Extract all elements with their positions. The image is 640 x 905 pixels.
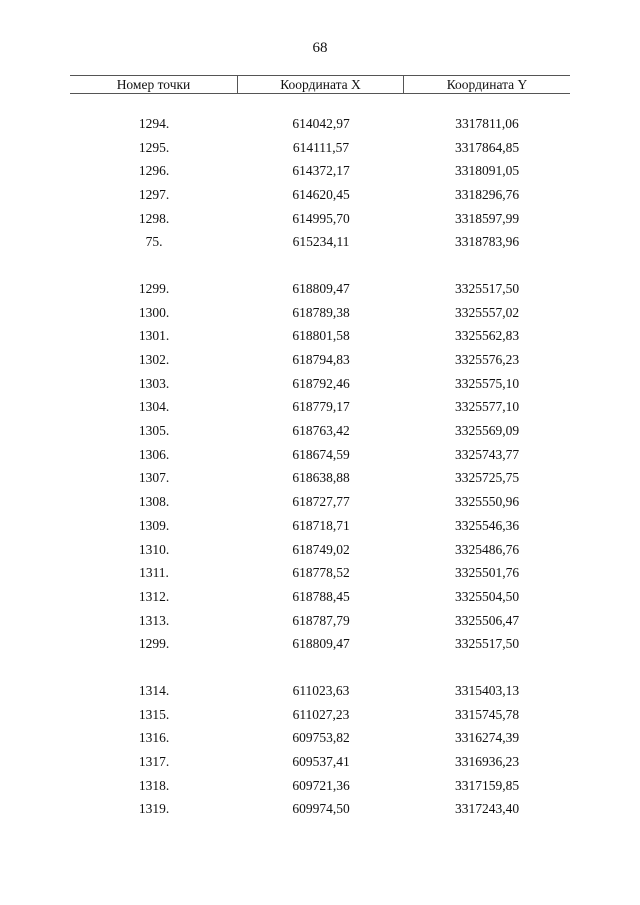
cell-point-number: 1312.	[138, 588, 170, 604]
cell-coordinate-x: 618788,45	[292, 588, 350, 604]
table-row	[70, 774, 570, 798]
cell-coordinate-y: 3325486,76	[454, 541, 520, 557]
cell-coordinate-y: 3325575,10	[454, 375, 520, 391]
cell-point-number: 1318.	[138, 777, 170, 793]
cell-coordinate-x: 618809,47	[292, 636, 350, 652]
table-row	[70, 419, 570, 443]
cell-coordinate-y: 3325517,50	[454, 280, 520, 296]
table-row	[70, 372, 570, 396]
cell-point-number: 1302.	[138, 352, 170, 368]
cell-coordinate-y: 3317864,85	[454, 139, 520, 155]
table-header	[70, 75, 570, 94]
table-body	[70, 112, 570, 821]
cell-coordinate-y: 3325577,10	[454, 399, 520, 415]
table-row	[70, 183, 570, 207]
cell-point-number: 1309.	[138, 517, 170, 533]
cell-coordinate-y: 3325517,50	[454, 636, 520, 652]
cell-point-number: 1308.	[138, 494, 170, 510]
table-row	[70, 609, 570, 633]
cell-coordinate-x: 615234,11	[292, 234, 350, 250]
cell-point-number: 1300.	[138, 304, 170, 320]
cell-coordinate-x: 618778,52	[292, 565, 350, 581]
cell-coordinate-y: 3325501,76	[454, 565, 520, 581]
cell-coordinate-x: 618749,02	[292, 541, 350, 557]
cell-coordinate-x: 618809,47	[292, 280, 350, 296]
cell-coordinate-y: 3317243,40	[454, 801, 520, 817]
cell-coordinate-x: 618789,38	[292, 304, 350, 320]
cell-coordinate-x: 614372,17	[292, 163, 350, 179]
cell-point-number: 1310.	[138, 541, 170, 557]
table-row	[70, 514, 570, 538]
cell-coordinate-y: 3318296,76	[454, 186, 520, 202]
table-row	[70, 750, 570, 774]
table-row	[70, 538, 570, 562]
cell-point-number: 1315.	[138, 706, 170, 722]
cell-point-number: 1311.	[139, 565, 169, 581]
point-group	[70, 679, 570, 821]
cell-coordinate-x: 618718,71	[292, 517, 350, 533]
table-row	[70, 632, 570, 656]
cell-coordinate-y: 3317159,85	[454, 777, 520, 793]
cell-coordinate-x: 618801,58	[292, 328, 350, 344]
cell-coordinate-x: 618787,79	[292, 612, 350, 628]
cell-point-number: 1317.	[138, 754, 170, 770]
cell-point-number: 1299.	[138, 636, 170, 652]
cell-coordinate-y: 3325557,02	[454, 304, 520, 320]
cell-coordinate-x: 609974,50	[292, 801, 350, 817]
cell-coordinate-x: 618792,46	[292, 375, 350, 391]
cell-point-number: 1301.	[138, 328, 170, 344]
cell-point-number: 1319.	[138, 801, 170, 817]
cell-coordinate-x: 609721,36	[292, 777, 350, 793]
coordinates-table	[70, 75, 570, 821]
cell-coordinate-y: 3315745,78	[454, 706, 520, 722]
cell-coordinate-x: 614620,45	[292, 186, 350, 202]
table-row	[70, 679, 570, 703]
cell-coordinate-y: 3315403,13	[454, 682, 520, 698]
table-row	[70, 159, 570, 183]
table-row	[70, 396, 570, 420]
cell-coordinate-x: 614042,97	[292, 115, 350, 131]
table-row	[70, 230, 570, 254]
cell-coordinate-y: 3317811,06	[455, 115, 519, 131]
cell-point-number: 75.	[145, 234, 163, 250]
table-row	[70, 703, 570, 727]
table-row	[70, 348, 570, 372]
cell-point-number: 1314.	[138, 682, 170, 698]
cell-coordinate-y: 3318597,99	[454, 210, 520, 226]
cell-point-number: 1305.	[138, 423, 170, 439]
cell-point-number: 1306.	[138, 446, 170, 462]
table-row	[70, 798, 570, 822]
cell-coordinate-y: 3325576,23	[454, 352, 520, 368]
table-row	[70, 443, 570, 467]
cell-coordinate-y: 3316274,39	[454, 730, 520, 746]
cell-point-number: 1297.	[138, 186, 170, 202]
cell-coordinate-x: 618638,88	[292, 470, 350, 486]
point-group	[70, 112, 570, 254]
cell-coordinate-x: 611027,23	[292, 706, 350, 722]
page-number: 68	[312, 40, 328, 56]
cell-point-number: 1313.	[138, 612, 170, 628]
point-group	[70, 277, 570, 656]
cell-coordinate-x: 618727,77	[292, 494, 350, 510]
table-row	[70, 490, 570, 514]
cell-coordinate-x: 609753,82	[292, 730, 350, 746]
cell-coordinate-y: 3325743,77	[454, 446, 520, 462]
table-row	[70, 277, 570, 301]
table-row	[70, 727, 570, 751]
cell-point-number: 1304.	[138, 399, 170, 415]
table-row	[70, 467, 570, 491]
cell-coordinate-x: 618763,42	[292, 423, 350, 439]
table-row	[70, 585, 570, 609]
cell-coordinate-x: 618674,59	[292, 446, 350, 462]
cell-point-number: 1296.	[138, 163, 170, 179]
table-row	[70, 301, 570, 325]
cell-coordinate-y: 3318783,96	[454, 234, 520, 250]
cell-coordinate-x: 611023,63	[292, 682, 350, 698]
cell-coordinate-y: 3316936,23	[454, 754, 520, 770]
cell-coordinate-x: 618794,83	[292, 352, 350, 368]
cell-point-number: 1316.	[138, 730, 170, 746]
cell-coordinate-y: 3325506,47	[454, 612, 520, 628]
header-coordinate-y: Координата Y	[446, 77, 528, 92]
header-coordinate-x: Координата X	[238, 76, 404, 93]
cell-coordinate-y: 3318091,05	[454, 163, 520, 179]
cell-coordinate-y: 3325550,96	[454, 494, 520, 510]
cell-coordinate-x: 614995,70	[292, 210, 350, 226]
cell-point-number: 1299.	[138, 280, 170, 296]
cell-coordinate-y: 3325546,36	[454, 517, 520, 533]
cell-point-number: 1294.	[138, 115, 170, 131]
table-row	[70, 136, 570, 160]
table-row	[70, 325, 570, 349]
cell-point-number: 1307.	[138, 470, 170, 486]
cell-coordinate-y: 3325569,09	[454, 423, 520, 439]
cell-point-number: 1298.	[138, 210, 170, 226]
cell-point-number: 1303.	[138, 375, 170, 391]
table-row	[70, 561, 570, 585]
cell-coordinate-y: 3325725,75	[454, 470, 520, 486]
table-row	[70, 112, 570, 136]
cell-coordinate-x: 609537,41	[292, 754, 350, 770]
cell-coordinate-y: 3325504,50	[454, 588, 520, 604]
header-point-number: Номер точки	[70, 76, 238, 93]
cell-coordinate-x: 614111,57	[292, 139, 350, 155]
table-row	[70, 207, 570, 231]
cell-coordinate-y: 3325562,83	[454, 328, 520, 344]
cell-coordinate-x: 618779,17	[292, 399, 350, 415]
cell-point-number: 1295.	[138, 139, 170, 155]
